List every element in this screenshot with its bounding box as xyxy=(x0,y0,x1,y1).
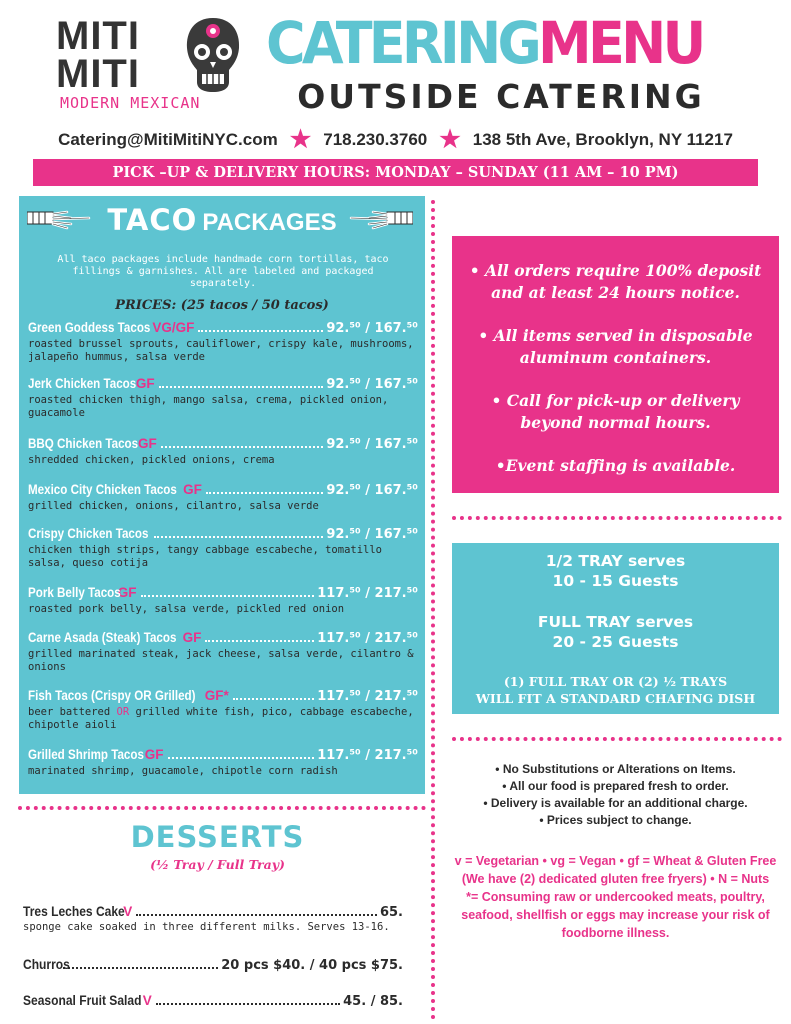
dot-leader xyxy=(136,914,377,916)
item-name: Churros xyxy=(23,956,70,972)
diet-tag: V xyxy=(123,904,133,919)
desserts-heading: DESSERTS xyxy=(130,820,305,854)
item-name: Mexico City Chicken Tacos xyxy=(28,482,177,497)
item-name: Tres Leches Cake xyxy=(23,903,125,919)
item-description: roasted chicken thigh, mango salsa, crema, pickled onion, guacamole xyxy=(28,394,389,419)
policy-point: • All items served in disposable aluminum containers. xyxy=(478,326,753,367)
diet-tag: GF xyxy=(144,747,164,762)
item-price: 92.⁵⁰ / 167.⁵⁰ xyxy=(326,377,418,392)
dot-leader xyxy=(206,492,324,494)
desc-part: beer battered xyxy=(28,706,117,718)
chafing-note-line: WILL FIT A STANDARD CHAFING DISH xyxy=(475,691,756,706)
taco-intro-text: All taco packages include handmade corn tortillas, taco fillings & garnishes. All are labeled and packaged separately. xyxy=(57,254,389,289)
item-price: 117.⁵⁰ / 217.⁵⁰ xyxy=(317,748,418,763)
menu-item xyxy=(28,320,418,364)
item-price: 117.⁵⁰ / 217.⁵⁰ xyxy=(317,631,418,646)
menu-item xyxy=(28,630,418,674)
diet-tag: GF xyxy=(183,482,202,497)
half-tray-info xyxy=(452,551,779,591)
star-icon: ★ xyxy=(439,126,461,153)
dot-leader xyxy=(198,330,323,332)
full-tray-guests: 20 - 25 Guests xyxy=(552,633,679,651)
item-description xyxy=(28,706,418,732)
page-subtitle: OUTSIDE CATERING xyxy=(297,77,705,116)
item-price: 65. xyxy=(379,905,403,920)
half-tray-line: 1/2 TRAY serves xyxy=(545,552,686,570)
taco-packages-panel xyxy=(19,196,425,794)
item-description: roasted brussel sprouts, cauliflower, crispy kale, mushrooms, jalapeño hummus, salsa verde xyxy=(28,338,414,363)
brand-logo xyxy=(56,14,246,114)
dessert-item xyxy=(23,903,403,934)
star-icon: ★ xyxy=(289,126,312,153)
item-name: BBQ Chicken Tacos xyxy=(28,436,139,451)
diet-tag: GF xyxy=(138,436,157,451)
item-description: grilled chicken, onions, cilantro, salsa verde xyxy=(28,500,319,512)
menu-item xyxy=(28,526,418,570)
title-catering: CATERING xyxy=(266,9,539,77)
item-price: 92.⁵⁰ / 167.⁵⁰ xyxy=(326,437,418,452)
half-tray-guests: 10 - 15 Guests xyxy=(552,572,679,590)
phone-link[interactable]: 718.230.3760 xyxy=(323,130,428,149)
menu-item xyxy=(28,376,418,420)
full-tray-line: FULL TRAY serves xyxy=(537,613,694,631)
brand-word-2: MITI xyxy=(56,52,140,96)
legend-line: foodborne illness. xyxy=(561,926,670,940)
dot-leader xyxy=(156,1003,340,1005)
item-description: chicken thigh strips, tangy cabbage escabeche, tomatillo salsa, queso cotija xyxy=(28,544,383,569)
dot-leader xyxy=(168,757,315,759)
dot-leader xyxy=(159,386,324,388)
item-price: 92.⁵⁰ / 167.⁵⁰ xyxy=(326,321,418,336)
menu-item xyxy=(28,747,418,778)
sugar-skull-icon xyxy=(182,16,244,96)
item-price: 92.⁵⁰ / 167.⁵⁰ xyxy=(326,483,418,498)
dot-leader xyxy=(233,698,314,700)
diet-tag: V xyxy=(142,993,152,1008)
dot-leader xyxy=(154,536,323,538)
item-name: Green Goddess Tacos xyxy=(28,320,151,335)
policy-point: • Call for pick-up or delivery beyond normal hours. xyxy=(491,391,740,432)
chafing-dish-note xyxy=(452,673,779,707)
dessert-item xyxy=(23,992,403,1010)
menu-item xyxy=(28,482,418,513)
diet-tag: GF xyxy=(182,630,202,645)
page-title xyxy=(266,9,703,77)
item-description: grilled marinated steak, jack cheese, salsa verde, cilantro & onions xyxy=(28,648,414,673)
menu-item xyxy=(28,585,418,616)
legend-line: *= Consuming raw or undercooked meats, poultry, xyxy=(466,890,765,904)
item-name: Seasonal Fruit Salad xyxy=(23,992,142,1008)
title-menu: MENU xyxy=(538,9,703,77)
policy-point: •Event staffing is available. xyxy=(495,456,736,475)
desc-or: OR xyxy=(116,706,130,718)
full-tray-info xyxy=(452,612,779,652)
item-price: 20 pcs $40. / 40 pcs $75. xyxy=(221,958,403,973)
taco-packages-heading xyxy=(19,203,425,237)
taco-heading-big: TACO xyxy=(107,203,198,237)
policy-point: • All orders require 100% deposit and at least 24 hours notice. xyxy=(469,261,762,302)
item-name: Pork Belly Tacos xyxy=(28,585,121,600)
horizontal-divider xyxy=(18,806,426,810)
desc-part: grilled white fish, pico, cabbage escabeche, chipotle aioli xyxy=(28,706,414,731)
hours-banner: PICK –UP & DELIVERY HOURS: MONDAY – SUNDAY (11 AM – 10 PM) xyxy=(33,159,758,186)
legend-line: v = Vegetarian • vg = Vegan • gf = Wheat & Gluten Free xyxy=(454,854,777,868)
item-description: sponge cake soaked in three different milks. Serves 13-16. xyxy=(23,921,390,933)
desserts-subheading: (½ Tray / Full Tray) xyxy=(150,857,285,872)
brand-subtitle: MODERN MEXICAN xyxy=(60,94,201,112)
tray-sizes-box xyxy=(452,543,779,714)
address-text: 138 5th Ave, Brooklyn, NY 11217 xyxy=(472,130,733,149)
item-price: 117.⁵⁰ / 217.⁵⁰ xyxy=(317,586,418,601)
note-line: • Prices subject to change. xyxy=(539,813,692,827)
item-description: shredded chicken, pickled onions, crema xyxy=(28,454,275,466)
item-name: Jerk Chicken Tacos xyxy=(28,376,137,391)
legend-line: seafood, shellfish or eggs may increase your risk of xyxy=(461,908,770,922)
item-description: roasted pork belly, salsa verde, pickled red onion xyxy=(28,603,345,615)
item-name: Grilled Shrimp Tacos xyxy=(28,747,144,762)
item-name: Carne Asada (Steak) Tacos xyxy=(28,630,177,645)
item-price: 45. / 85. xyxy=(343,994,403,1009)
diet-tag: GF* xyxy=(204,688,229,703)
vertical-divider xyxy=(431,200,435,1020)
taco-heading-small: PACKAGES xyxy=(202,209,337,236)
item-description: marinated shrimp, guacamole, chipotle corn radish xyxy=(28,765,338,777)
brand-word-1: MITI xyxy=(56,14,140,58)
chafing-note-line: (1) FULL TRAY OR (2) ½ TRAYS xyxy=(503,674,728,689)
taco-prices-label: PRICES: (25 tacos / 50 tacos) xyxy=(115,298,329,313)
dot-leader xyxy=(161,446,324,448)
dot-leader xyxy=(141,595,315,597)
horizontal-divider xyxy=(452,516,782,520)
dietary-legend xyxy=(452,852,779,942)
note-line: • Delivery is available for an additional charge. xyxy=(483,796,748,810)
item-price: 92.⁵⁰ / 167.⁵⁰ xyxy=(326,527,418,542)
dot-leader xyxy=(205,640,314,642)
horizontal-divider xyxy=(452,737,782,741)
diet-tag: GF xyxy=(135,376,155,391)
policy-notes xyxy=(452,761,779,829)
menu-item xyxy=(28,688,418,732)
dessert-item xyxy=(23,956,403,974)
diet-tag: VG/GF xyxy=(152,320,195,335)
menu-item xyxy=(28,436,418,467)
item-name: Crispy Chicken Tacos xyxy=(28,526,149,541)
email-link[interactable]: Catering@MitiMitiNYC.com xyxy=(58,130,278,149)
contact-line xyxy=(0,126,791,153)
legend-line: (We have (2) dedicated gluten free fryers) • N = Nuts xyxy=(461,872,770,886)
item-name: Fish Tacos (Crispy OR Grilled) xyxy=(28,688,196,703)
dot-leader xyxy=(63,967,218,969)
note-line: • No Substitutions or Alterations on Items. xyxy=(495,762,736,776)
note-line: • All our food is prepared fresh to order. xyxy=(502,779,729,793)
diet-tag: GF xyxy=(117,585,137,600)
order-policy-box xyxy=(452,236,779,493)
item-price: 117.⁵⁰ / 217.⁵⁰ xyxy=(317,689,418,704)
